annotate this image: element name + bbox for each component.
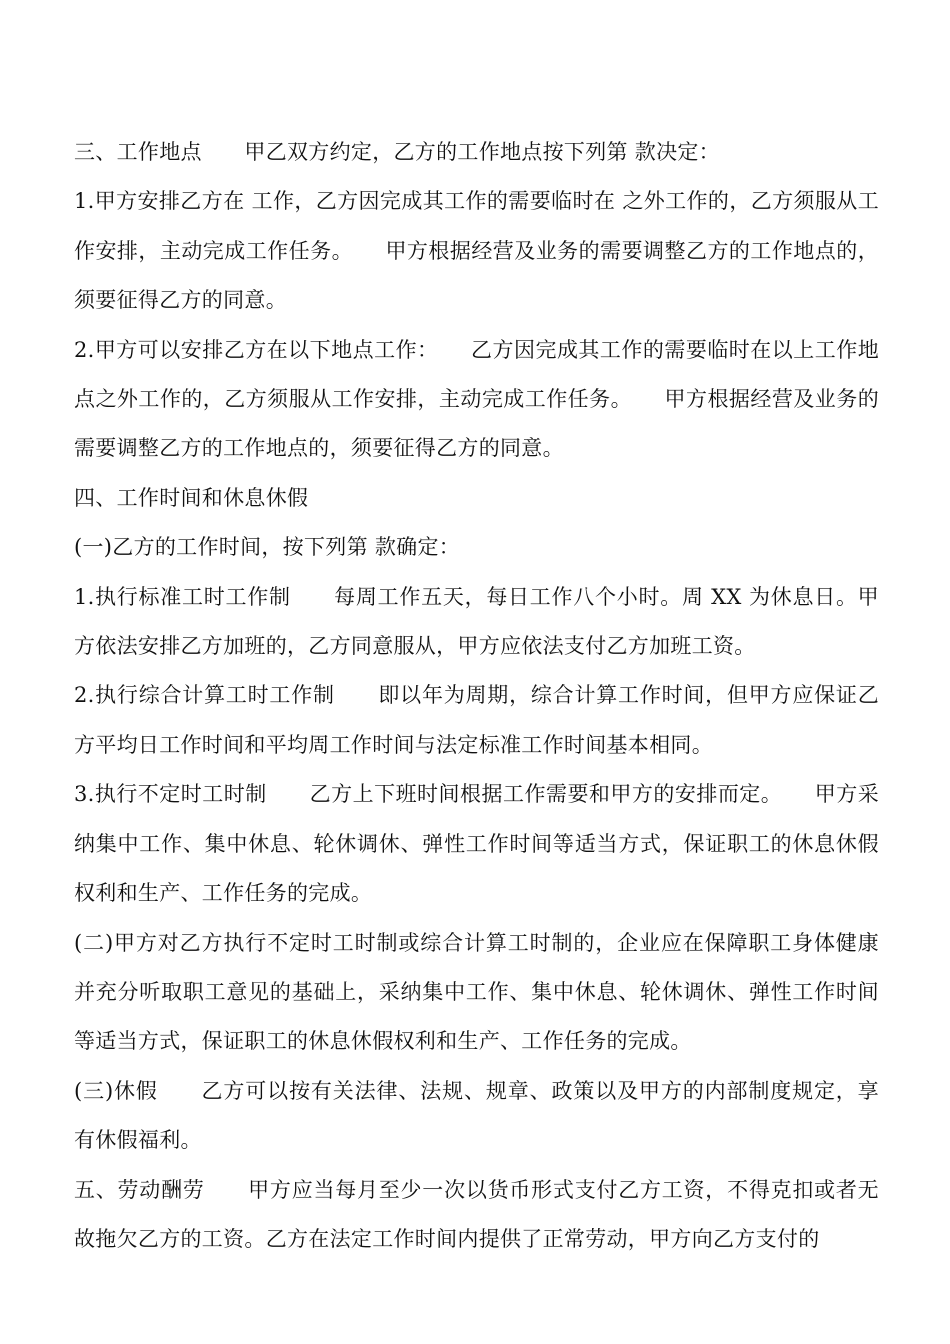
document-body	[74, 128, 879, 1264]
section-work-hours-heading: 四、工作时间和休息休假	[74, 485, 309, 510]
clause-standard-hours: 1.执行标准工时工作制 每周工作五天，每日工作八个小时。周 XX 为休息日。甲方依法安排乙方加班的，乙方同意服从，甲方应依法支付乙方加班工资。	[74, 584, 879, 659]
subsection-employer-obligation: (二)甲方对乙方执行不定时工时制或综合计算工时制的，企业应在保障职工身体健康并充分听取职工意见的基础上，采纳集中工作、集中休息、轮休调休、弹性工作时间等适当方式，保证职工的休息休假权利和生产、工作任务的完成。	[74, 930, 879, 1054]
clause-work-location-1: 1.甲方安排乙方在 工作，乙方因完成其工作的需要临时在 之外工作的，乙方须服从工作安排，主动完成工作任务。 甲方根据经营及业务的需要调整乙方的工作地点的，须要征得乙方的同意。	[74, 189, 879, 313]
clause-work-location-2: 2.甲方可以安排乙方在以下地点工作： 乙方因完成其工作的需要临时在以上工作地点之外工作的，乙方须服从工作安排，主动完成工作任务。 甲方根据经营及业务的需要调整乙方的工作地点的，须要征得乙方的同意。	[74, 337, 879, 461]
clause-flexible-hours: 3.执行不定时工时制 乙方上下班时间根据工作需要和甲方的安排而定。 甲方采纳集中工作、集中休息、轮休调休、弹性工作时间等适当方式，保证职工的休息休假权利和生产、工作任务的完成。	[74, 782, 879, 906]
subsection-work-hours: (一)乙方的工作时间，按下列第 款确定：	[74, 535, 461, 560]
section-work-location-heading: 三、工作地点 甲乙双方约定，乙方的工作地点按下列第 款决定：	[74, 140, 720, 164]
section-remuneration: 五、劳动酬劳 甲方应当每月至少一次以货币形式支付乙方工资，不得克扣或者无故拖欠乙方的工资。乙方在法定工作时间内提供了正常劳动，甲方向乙方支付的	[74, 1177, 879, 1251]
clause-comprehensive-hours: 2.执行综合计算工时工作制 即以年为周期，综合计算工作时间，但甲方应保证乙方平均日工作时间和平均周工作时间与法定标准工作时间基本相同。	[74, 683, 879, 757]
subsection-leave: (三)休假 乙方可以按有关法律、法规、规章、政策以及甲方的内部制度规定，享有休假福利。	[74, 1078, 879, 1153]
